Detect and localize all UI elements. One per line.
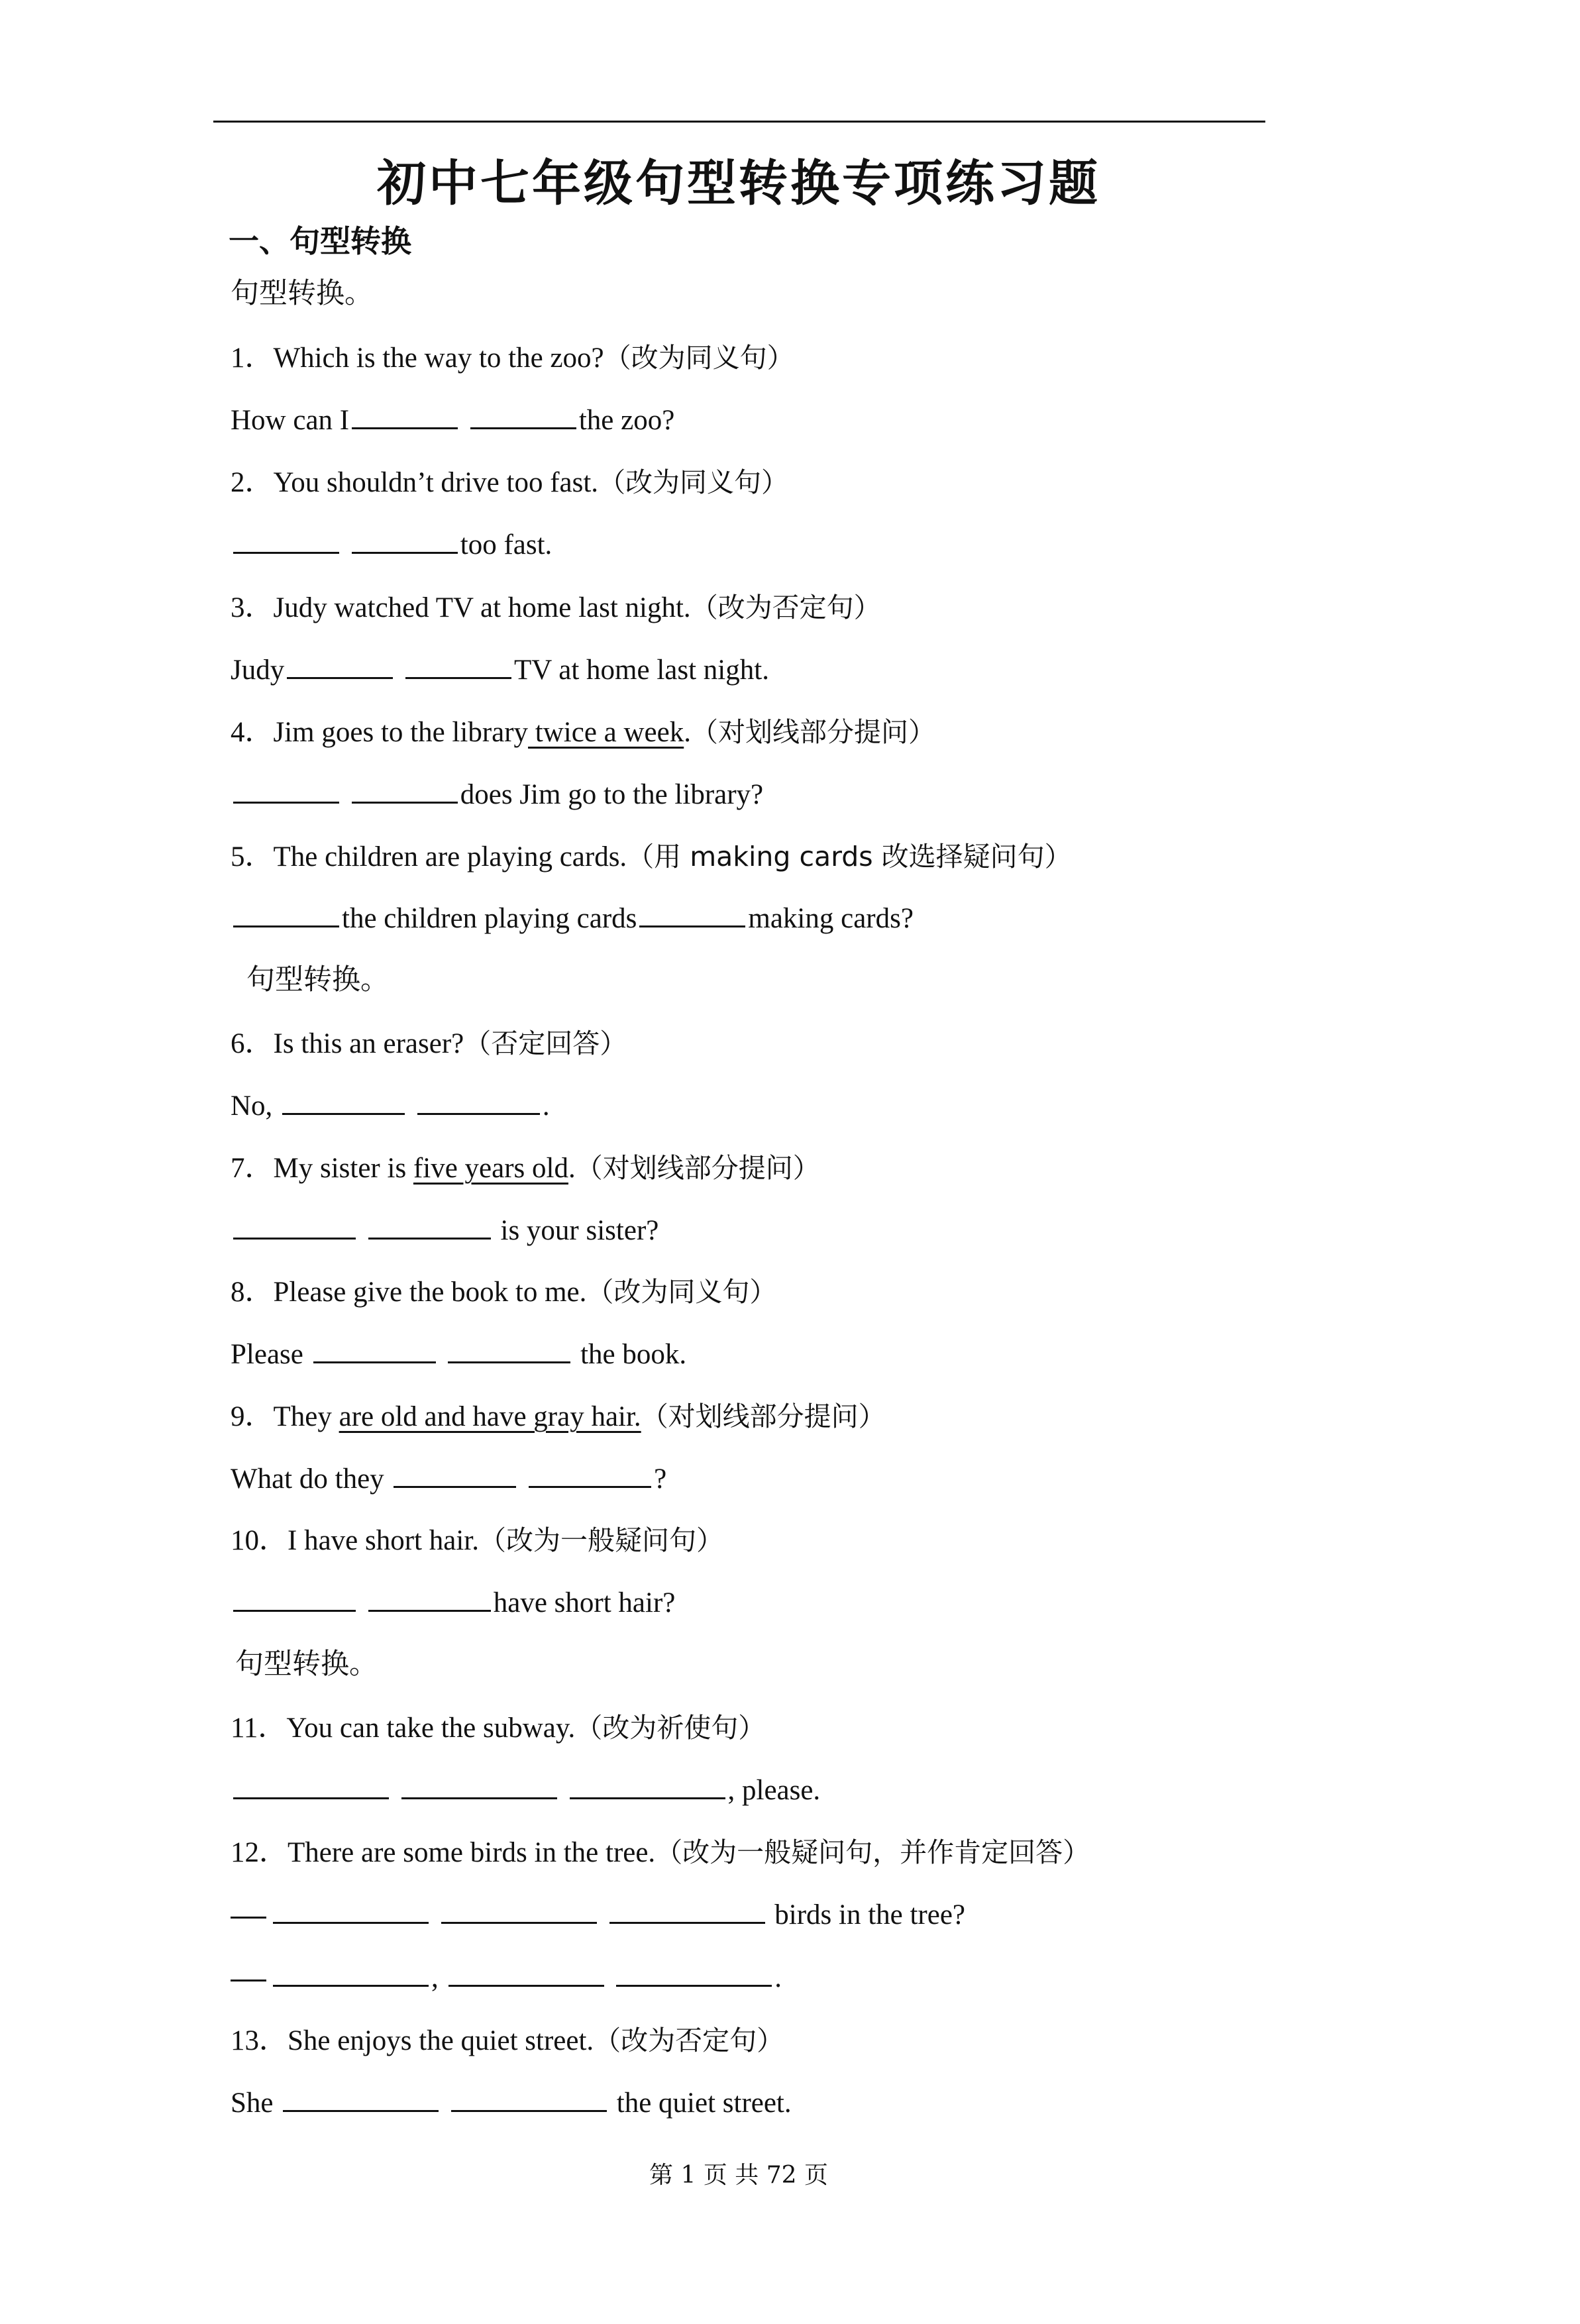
blank[interactable] (639, 899, 745, 927)
blank[interactable] (616, 1958, 772, 1987)
question-8: 8．Please give the book to me.（改为同义句） (231, 1276, 777, 1308)
blank[interactable] (233, 525, 339, 554)
underlined-phrase: five years old (413, 1153, 568, 1184)
blank[interactable] (470, 401, 576, 429)
blank[interactable] (441, 1895, 597, 1924)
question-4: 4．Jim goes to the library twice a week.（对划线部分提问） (231, 716, 935, 748)
sub-heading: 句型转换。 (235, 1649, 378, 1680)
page-title: 初中七年级句型转换专项练习题 (377, 155, 1100, 212)
blank[interactable] (273, 1958, 429, 1987)
blank[interactable] (233, 775, 339, 804)
answer-13: She the quiet street. (231, 2084, 792, 2123)
blank[interactable] (273, 1895, 429, 1924)
dash-mark (231, 1980, 266, 1981)
underlined-phrase: are old and have gray hair. (339, 1401, 641, 1432)
section-heading: 一、句型转换 (229, 223, 411, 259)
answer-5: the children playing cards making cards? (231, 899, 914, 939)
blank[interactable] (529, 1459, 651, 1488)
blank[interactable] (448, 1958, 604, 1987)
blank[interactable] (368, 1211, 491, 1240)
blank[interactable] (352, 401, 458, 429)
blank[interactable] (451, 2084, 607, 2112)
question-9: 9．They are old and have gray hair.（对划线部分提问） (231, 1400, 886, 1432)
question-1: 1．Which is the way to the zoo?（改为同义句） (231, 342, 794, 374)
blank[interactable] (352, 775, 458, 804)
answer-12-question: birds in the tree? (231, 1895, 965, 1935)
page-footer: 第 1 页 共 72 页 (649, 2162, 828, 2189)
blank[interactable] (233, 1583, 356, 1612)
blank[interactable] (233, 1211, 356, 1240)
blank[interactable] (283, 2084, 439, 2112)
blank[interactable] (233, 899, 339, 927)
blank[interactable] (417, 1086, 540, 1115)
blank[interactable] (287, 651, 393, 679)
answer-6: No, . (231, 1086, 550, 1126)
answer-3: Judy TV at home last night. (231, 651, 769, 690)
question-13: 13．She enjoys the quiet street.（改为否定句） (231, 2025, 784, 2056)
answer-12-reply: , . (231, 1958, 782, 1998)
blank[interactable] (448, 1335, 570, 1363)
answer-7: is your sister? (231, 1211, 658, 1251)
question-7: 7．My sister is five years old.（对划线部分提问） (231, 1152, 820, 1184)
answer-4: does Jim go to the library? (231, 775, 763, 815)
blank[interactable] (401, 1771, 557, 1799)
blank[interactable] (405, 651, 511, 679)
underlined-phrase: twice a week (528, 717, 684, 748)
blank[interactable] (313, 1335, 436, 1363)
blank[interactable] (609, 1895, 765, 1924)
answer-8: Please the book. (231, 1335, 686, 1375)
question-12: 12．There are some birds in the tree.（改为一般疑问句，并作肯定回答） (231, 1836, 1090, 1868)
blank[interactable] (352, 525, 458, 554)
answer-2: too fast. (231, 525, 552, 565)
dash-mark (231, 1917, 266, 1919)
blank[interactable] (282, 1086, 405, 1115)
answer-9: What do they ? (231, 1459, 666, 1499)
blank[interactable] (570, 1771, 725, 1799)
answer-1: How can I the zoo? (231, 401, 674, 441)
question-3: 3．Judy watched TV at home last night.（改为否定句） (231, 592, 881, 623)
question-2: 2．You shouldn’t drive too fast.（改为同义句） (231, 466, 789, 498)
answer-11: , please. (231, 1771, 820, 1811)
answer-10: have short hair? (231, 1583, 675, 1623)
blank[interactable] (394, 1459, 516, 1488)
sub-heading: 句型转换。 (231, 278, 373, 309)
question-10: 10．I have short hair.（改为一般疑问句） (231, 1524, 723, 1556)
question-6: 6．Is this an eraser?（否定回答） (231, 1028, 627, 1059)
question-5: 5．The children are playing cards.（用 making cards 改选择疑问句） (231, 841, 1072, 872)
sub-heading: 句型转换。 (246, 965, 389, 996)
blank[interactable] (368, 1583, 491, 1612)
blank[interactable] (233, 1771, 389, 1799)
question-11: 11．You can take the subway.（改为祈使句） (231, 1712, 766, 1744)
header-rule (213, 121, 1265, 123)
